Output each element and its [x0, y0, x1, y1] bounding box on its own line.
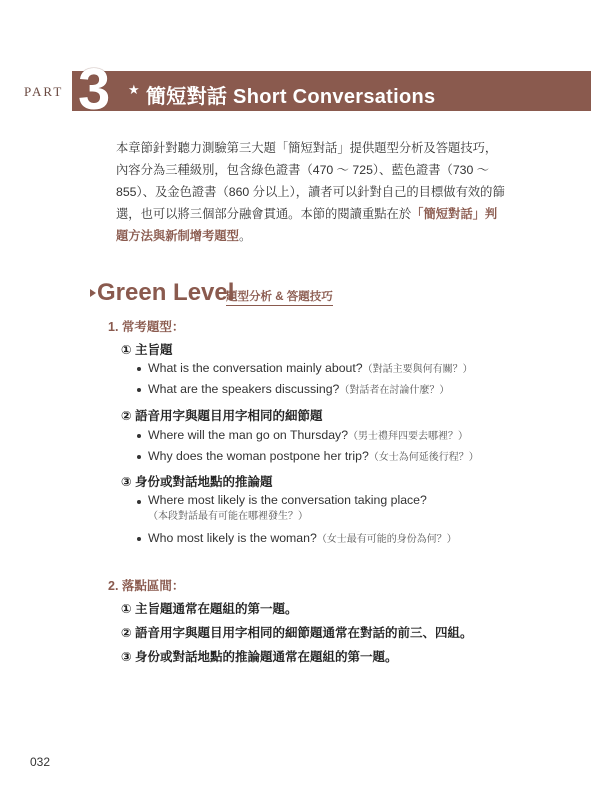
question-zh: （對話者在討論什麼？） — [339, 385, 450, 396]
question-en: Where will the man go on Thursday? — [148, 428, 349, 442]
intro-text: 本章節針對聽力測驗第三大題「簡短對話」提供題型分析及答題技巧，內容分為三種級別，包含綠色證書（470 ～ 725）、藍色證書（730 ～ 855）、及金色證書（860 分以上），讀者可以針對自己的目標做有效的篩選，也可以將三個部分融會貫通。本節的閱讀重點在於 — [116, 141, 505, 221]
bullet-icon — [137, 537, 141, 541]
intro-paragraph — [116, 137, 508, 247]
question-en: Who most likely is the woman? — [148, 531, 317, 545]
intro-text-end: 。 — [238, 229, 252, 243]
question-en: Why does the woman postpone her trip? — [148, 449, 369, 463]
question-en: What is the conversation mainly about? — [148, 361, 363, 375]
chapter-title: 簡短對話 Short Conversations — [146, 86, 436, 108]
chapter-number: 3 — [78, 57, 111, 122]
question-zh: （男士禮拜四要去哪裡？） — [348, 431, 469, 442]
location-item: ① 主旨題通常在題組的第一題。 — [121, 602, 298, 616]
bullet-icon — [137, 388, 141, 392]
location-item: ② 語音用字與題目用字相同的細節題通常在對話的前三、四組。 — [121, 626, 473, 640]
question-zh: （本段對話最有可能在哪裡發生？） — [148, 511, 308, 522]
common-types-heading: 1. 常考題型： — [108, 320, 185, 334]
location-item: ③ 身份或對話地點的推論題通常在題組的第一題。 — [121, 650, 398, 664]
bullet-icon — [137, 434, 141, 438]
category-label: ③ 身份或對話地點的推論題 — [121, 475, 273, 489]
category-label: ② 語音用字與題目用字相同的細節題 — [121, 409, 323, 423]
question-item — [148, 427, 468, 442]
section-title: Green Level — [97, 279, 235, 306]
question-en: Where most likely is the conversation taking place? — [148, 493, 427, 507]
section-subtitle: 題型分析 & 答題技巧 — [226, 288, 333, 306]
bullet-icon — [137, 455, 141, 459]
question-item — [148, 381, 449, 396]
question-item — [148, 530, 457, 545]
question-zh: （女士為何延後行程？） — [368, 452, 479, 463]
section-arrow-icon — [90, 289, 96, 297]
category-label: ① 主旨題 — [121, 343, 173, 357]
page-number: 032 — [30, 755, 51, 769]
question-item — [148, 448, 479, 463]
question-zh: （對話主要與何有關？） — [362, 364, 473, 375]
bullet-icon — [137, 367, 141, 371]
star-icon: ★ — [128, 82, 140, 97]
part-label: PART — [24, 84, 64, 99]
question-item — [148, 360, 473, 375]
question-item — [148, 493, 488, 522]
intro-highlight: 「簡短對話」判題方法與新制增考題型 — [116, 207, 498, 243]
question-en: What are the speakers discussing? — [148, 382, 340, 396]
question-zh: （女士最有可能的身份為何？） — [316, 534, 457, 545]
bullet-icon — [137, 500, 141, 504]
location-heading: 2. 落點區間： — [108, 579, 185, 593]
